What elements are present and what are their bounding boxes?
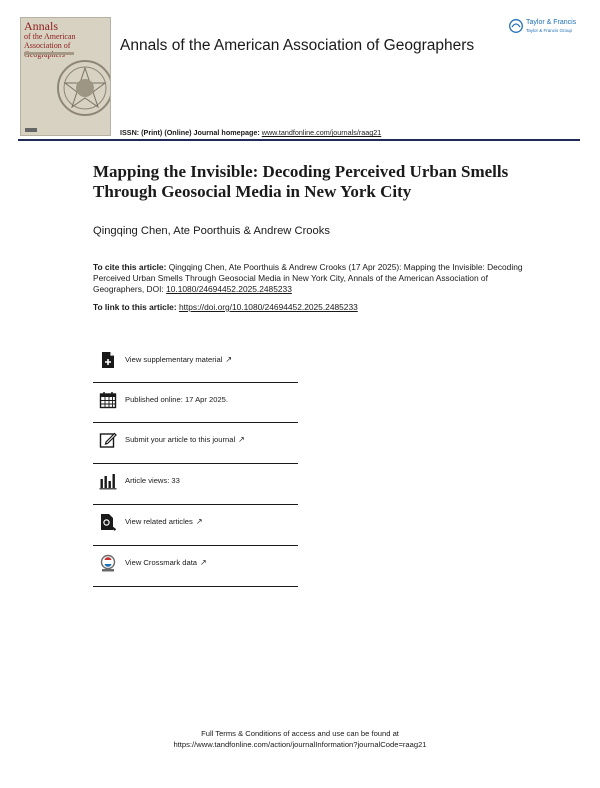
- cover-title-line3: Association of: [24, 41, 71, 50]
- journal-homepage-link[interactable]: www.tandfonline.com/journals/raag21: [261, 128, 382, 137]
- bar-chart-icon: [99, 472, 117, 490]
- citation-text: Qingqing Chen, Ate Poorthuis & Andrew Crooks (17 Apr 2025): Mapping the Invisible: Decoding Perceived Urban Smells Through Geosocial Media in New York City, Annals of the American Association of Geographers, DOI:: [93, 262, 523, 295]
- action-label: Submit your article to this journal ↗: [125, 435, 245, 444]
- action-supplementary[interactable]: [99, 345, 297, 375]
- cover-publisher-mark: [25, 128, 37, 132]
- publisher-logo-name: Taylor & Francis: [526, 19, 577, 26]
- external-link-icon: ↗: [238, 435, 245, 444]
- row-divider: [93, 545, 298, 546]
- citation-doi-link[interactable]: 10.1080/24694452.2025.2485233: [166, 284, 292, 295]
- citation-label: To cite this article:: [93, 262, 167, 272]
- action-related-articles[interactable]: [99, 507, 297, 537]
- footer: [0, 728, 600, 750]
- footer-terms-url[interactable]: https://www.tandfonline.com/action/journalInformation?journalCode=raag21: [173, 740, 427, 749]
- action-crossmark[interactable]: [99, 548, 297, 578]
- cover-title-line2: of the American: [24, 32, 76, 41]
- external-link-icon: ↗: [225, 355, 233, 364]
- publisher-logo-icon: [509, 19, 523, 33]
- article-doi-url[interactable]: https://doi.org/10.1080/24694452.2025.2485233: [178, 302, 358, 312]
- footer-terms-text: Full Terms & Conditions of access and use can be found at: [201, 729, 399, 738]
- article-link-label: To link to this article:: [93, 302, 177, 312]
- edit-icon: [99, 431, 117, 449]
- publisher-logo-group: Taylor & Francis Group: [526, 28, 573, 33]
- row-divider: [93, 422, 298, 423]
- document-plus-icon: [99, 351, 117, 369]
- citation-block: [93, 262, 523, 296]
- external-link-icon: ↗: [195, 517, 203, 526]
- journal-cover: [20, 17, 111, 136]
- journal-title: Annals of the American Association of Geographers: [120, 37, 475, 54]
- cover-title-line1: Annals: [24, 19, 58, 33]
- article-link-line: [93, 302, 358, 312]
- action-published-online: [99, 385, 297, 415]
- action-label: View supplementary material ↗: [125, 355, 233, 364]
- action-label: View Crossmark data ↗: [125, 558, 207, 567]
- cover-subtitle-bar: [24, 52, 74, 55]
- action-submit-article[interactable]: [99, 425, 297, 455]
- row-divider: [93, 586, 298, 587]
- external-link-icon: ↗: [200, 558, 207, 567]
- article-authors: Qingqing Chen, Ate Poorthuis & Andrew Crooks: [93, 225, 330, 237]
- cover-seal-icon: [55, 58, 111, 118]
- crossmark-icon: [99, 554, 117, 572]
- action-label: Article views: 33: [125, 476, 180, 485]
- row-divider: [93, 504, 298, 505]
- row-divider: [93, 463, 298, 464]
- action-label: Published online: 17 Apr 2025.: [125, 395, 229, 404]
- header-divider: [18, 139, 580, 141]
- article-title: Mapping the Invisible: Decoding Perceived Urban Smells Through Geosocial Media in New York City: [93, 162, 509, 201]
- action-article-views: [99, 466, 297, 496]
- issn-label: ISSN: (Print) (Online) Journal homepage:: [120, 128, 260, 137]
- calendar-icon: [99, 391, 117, 409]
- issn-line: [120, 128, 381, 137]
- action-label: View related articles ↗: [125, 517, 203, 526]
- publisher-logo[interactable]: [509, 18, 581, 40]
- row-divider: [93, 382, 298, 383]
- search-document-icon: [99, 513, 117, 531]
